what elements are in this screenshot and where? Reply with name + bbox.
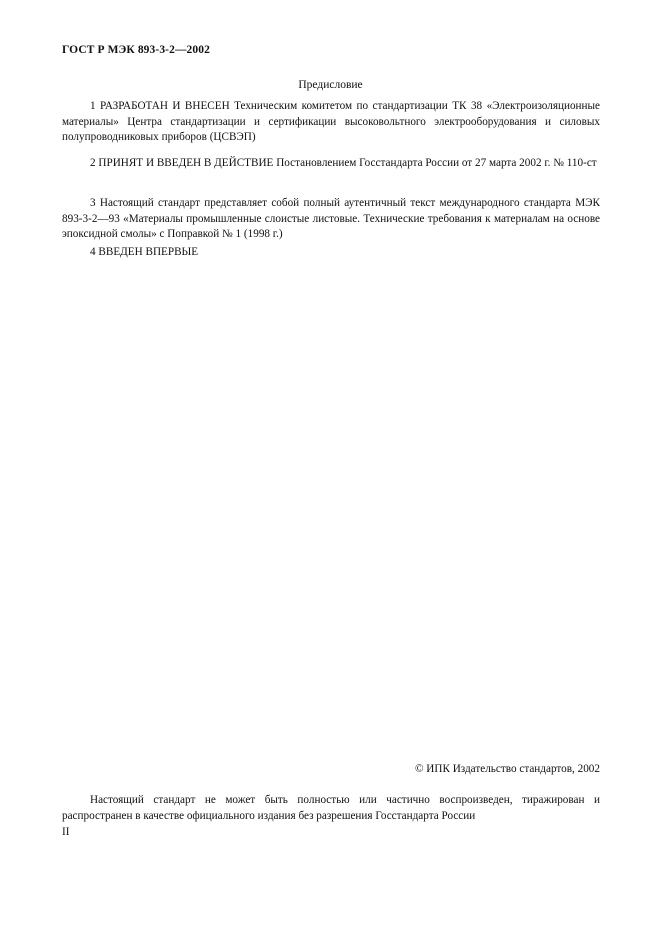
foreword-item-2: 2 ПРИНЯТ И ВВЕДЕН В ДЕЙСТВИЕ Постановлением Госстандарта России от 27 марта 2002 г. № 110-ст — [90, 157, 597, 169]
standard-code-header: ГОСТ Р МЭК 893-3-2—2002 — [62, 44, 210, 56]
page-title: Предисловие — [298, 79, 363, 91]
foreword-item-3: 3 Настоящий стандарт представляет собой полный аутентичный текст международного стандарта МЭК 893-3-2—93 «Материалы промышленные слоистые листовые. Технические требования к материалам на основе эпоксидной смолы» с Поправкой № 1 (1998 г.) — [62, 197, 600, 241]
page-number: II — [62, 826, 70, 838]
reproduction-notice: Настоящий стандарт не может быть полностью или частично воспроизведен, тиражирован и распространен в качестве официального издания без разрешения Госстандарта России — [62, 794, 600, 822]
copyright-line: © ИПК Издательство стандартов, 2002 — [414, 763, 600, 775]
foreword-item-1: 1 РАЗРАБОТАН И ВНЕСЕН Техническим комитетом по стандартизации ТК 38 «Электроизоляционные материалы» Центра стандартизации и сертификации высоковольтного электрооборудования и силовых полупроводниковых приборов (ЦСВЭП) — [62, 100, 600, 144]
foreword-item-4: 4 ВВЕДЕН ВПЕРВЫЕ — [90, 246, 199, 258]
